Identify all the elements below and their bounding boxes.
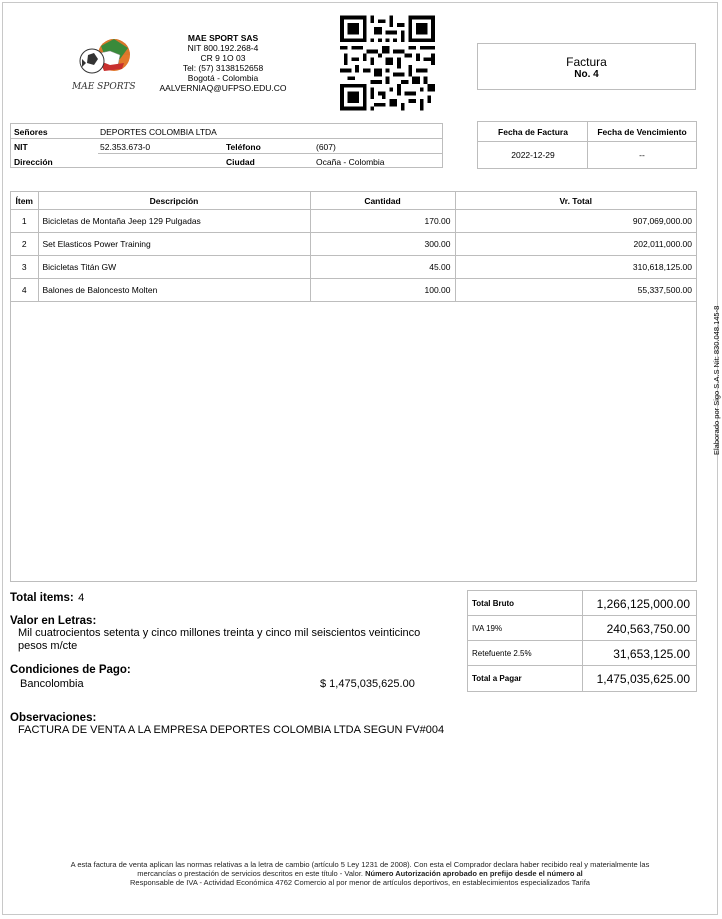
invoice-number: No. 4	[574, 69, 599, 80]
retefuente-value: 31,653,125.00	[613, 647, 690, 661]
summary-row-retefuente	[468, 641, 696, 666]
svg-text:MAE SPORTS: MAE SPORTS	[72, 82, 136, 92]
company-city: Bogotá - Colombia	[187, 73, 259, 83]
client-info-table	[10, 123, 443, 168]
total-pagar-value: 1,475,035,625.00	[596, 672, 690, 686]
summary-row-bruto	[468, 591, 696, 616]
company-email: AALVERNIAQ@UFPSO.EDU.CO	[159, 83, 287, 93]
dates-table	[477, 121, 697, 169]
total-items-value: 4	[78, 592, 85, 604]
observaciones-value: FACTURA DE VENTA A LA EMPRESA DEPORTES COLOMBIA LTDA SEGUN FV#004	[18, 724, 445, 736]
telefono-value: (607)	[316, 142, 336, 152]
invoice-title-box	[477, 43, 696, 90]
footer-line-2-a: mercancías o prestación de servicios descritos en este título - Valor.	[137, 869, 366, 878]
table-row	[11, 233, 696, 256]
telefono-label: Teléfono	[226, 142, 261, 152]
summary-row-total	[468, 666, 696, 691]
item-description: Balones de Baloncesto Molten	[38, 279, 310, 302]
item-number: 3	[11, 256, 38, 279]
qr-code	[340, 15, 435, 111]
valor-letras-value: Mil cuatrocientos setenta y cinco millones treinta y cinco mil seiscientos veinticinco pesos m/cte	[18, 627, 421, 652]
item-number: 1	[11, 210, 38, 233]
totals-left	[10, 588, 460, 736]
item-description: Bicicletas Titán GW	[38, 256, 310, 279]
footer-line-3: Responsable de IVA - Actividad Económica 4762 Comercio al por menor de artículos deportivos, en establecimientos especializados Tarifa	[130, 878, 590, 887]
item-number: 2	[11, 233, 38, 256]
item-quantity: 45.00	[310, 256, 455, 279]
header-descripcion: Descripción	[38, 192, 310, 210]
senores-value: DEPORTES COLOMBIA LTDA	[100, 127, 217, 137]
monto-value: $ 1,475,035,625.00	[320, 678, 415, 690]
invoice-title: Factura	[566, 55, 607, 69]
side-note: Elaborado por Sigo S.A.S Nit: 830.048.145-8	[712, 305, 721, 455]
fecha-factura-label: Fecha de Factura	[478, 122, 588, 142]
nit-label: NIT	[14, 142, 28, 152]
total-items-label: Total items:	[10, 592, 74, 604]
observaciones-label: Observaciones:	[10, 712, 97, 724]
item-description: Set Elasticos Power Training	[38, 233, 310, 256]
company-logo	[70, 35, 140, 95]
total-bruto-label: Total Bruto	[472, 599, 515, 608]
total-pagar-label: Total a Pagar	[472, 674, 522, 683]
condiciones-label: Condiciones de Pago:	[10, 664, 131, 676]
fecha-factura-value: 2022-12-29	[511, 150, 555, 160]
header-item: Ítem	[11, 192, 38, 210]
retefuente-label: Retefuente 2.5%	[472, 649, 532, 658]
item-total: 907,069,000.00	[455, 210, 696, 233]
banco-value: Bancolombia	[20, 678, 84, 690]
summary-row-iva	[468, 616, 696, 641]
footer-line-2-b: Número Autorización aprobado en prefijo desde el número al	[365, 869, 583, 878]
direccion-label: Dirección	[14, 157, 53, 167]
fecha-vencimiento-value: --	[639, 150, 645, 160]
company-nit: NIT 800.192.268-4	[187, 43, 259, 53]
item-quantity: 100.00	[310, 279, 455, 302]
iva-value: 240,563,750.00	[606, 622, 690, 636]
header-vr-total: Vr. Total	[455, 192, 696, 210]
nit-value: 52.353.673-0	[100, 142, 151, 152]
item-total: 202,011,000.00	[455, 233, 696, 256]
header-cantidad: Cantidad	[310, 192, 455, 210]
ciudad-value: Ocaña - Colombia	[316, 157, 385, 167]
footer-line-2	[40, 869, 680, 878]
valor-letras-label: Valor en Letras:	[10, 615, 97, 627]
company-phone: Tel: (57) 3138152658	[182, 63, 264, 73]
senores-label: Señores	[14, 127, 48, 137]
items-table	[10, 191, 697, 582]
legal-footer	[40, 860, 680, 887]
summary-table	[467, 590, 697, 692]
item-description: Bicicletas de Montaña Jeep 129 Pulgadas	[38, 210, 310, 233]
footer-line-1: A esta factura de venta aplican las normas relativas a la letra de cambio (artículo 5 Ley 1231 de 2008). Con esta el Comprador declara haber recibido real y materialmente las	[70, 860, 650, 869]
item-quantity: 300.00	[310, 233, 455, 256]
table-row	[11, 279, 696, 302]
item-quantity: 170.00	[310, 210, 455, 233]
ciudad-label: Ciudad	[226, 157, 255, 167]
item-number: 4	[11, 279, 38, 302]
fecha-vencimiento-label: Fecha de Vencimiento	[588, 122, 696, 142]
total-bruto-value: 1,266,125,000.00	[596, 597, 690, 611]
table-row	[11, 210, 696, 233]
table-row	[11, 256, 696, 279]
company-info	[148, 33, 298, 93]
iva-label: IVA 19%	[472, 624, 503, 633]
company-address: CR 9 1O 03	[200, 53, 246, 63]
company-name: MAE SPORT SAS	[187, 33, 259, 43]
item-total: 310,618,125.00	[455, 256, 696, 279]
item-total: 55,337,500.00	[455, 279, 696, 302]
